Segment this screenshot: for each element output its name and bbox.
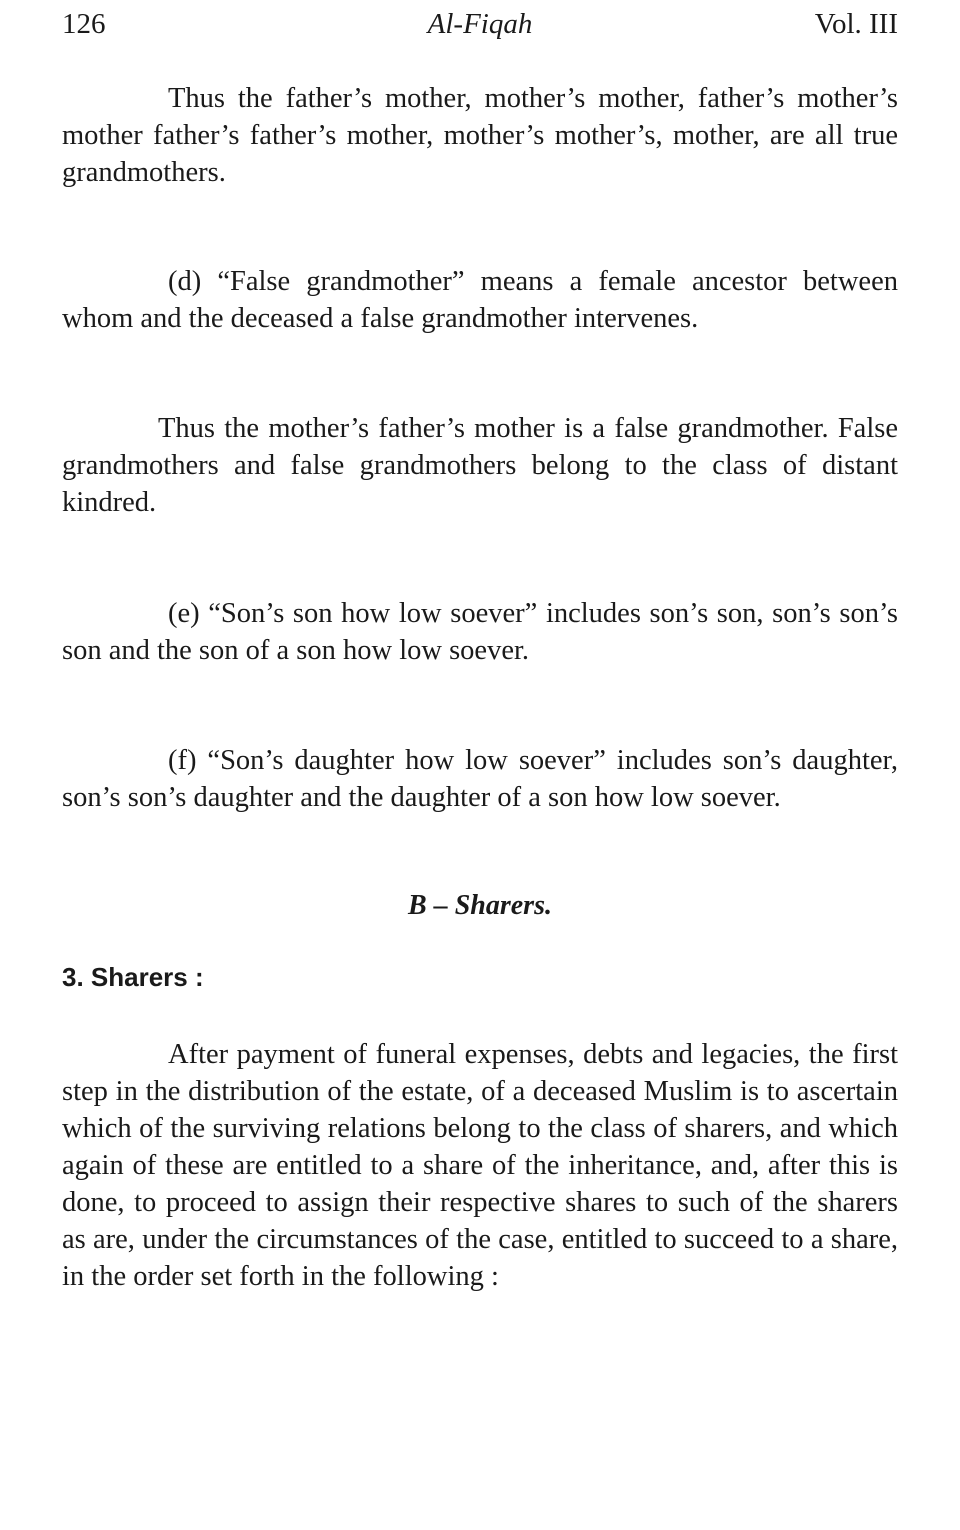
- sub-heading-sharers: 3. Sharers :: [62, 962, 204, 992]
- paragraph-true-grandmothers: Thus the father’s mother, mother’s mother, father’s mother’s mother father’s father’s mother, mother’s mother’s, mother, are all true grandmothers.: [62, 83, 898, 188]
- paragraph-sons-son: (e) “Son’s son how low soever” includes son’s son, son’s son’s son and the son of a son how low soever.: [62, 598, 898, 666]
- page-header: [62, 8, 898, 44]
- paragraph-sharers-distribution: After payment of funeral expenses, debts and legacies, the first step in the distribution of the estate, of a deceased Muslim is to ascertain which of the surviving relations belong to the class of sharers, and which again of these are entitled to a share of the inheritance, and, after this is done, to proceed to assign their respective shares to such of the sharers as are, under the circumstances of the case, entitled to succeed to a share, in the order set forth in the following :: [62, 1039, 898, 1292]
- section-heading: B – Sharers.: [408, 890, 552, 921]
- paragraph-false-grandmother-example: Thus the mother’s father’s mother is a false grandmother. False grandmothers and false grandmothers belong to the class of distant kindred.: [62, 413, 898, 518]
- book-title: Al-Fiqah: [427, 8, 533, 40]
- paragraph-false-grandmother-definition: (d) “False grandmother” means a female ancestor between whom and the deceased a false grandmother intervenes.: [62, 266, 898, 334]
- volume-label: Vol. III: [814, 8, 898, 40]
- page-number: 126: [62, 8, 106, 40]
- paragraph-sons-daughter: (f) “Son’s daughter how low soever” includes son’s daughter, son’s son’s daughter and the daughter of a son how low soever.: [62, 745, 898, 813]
